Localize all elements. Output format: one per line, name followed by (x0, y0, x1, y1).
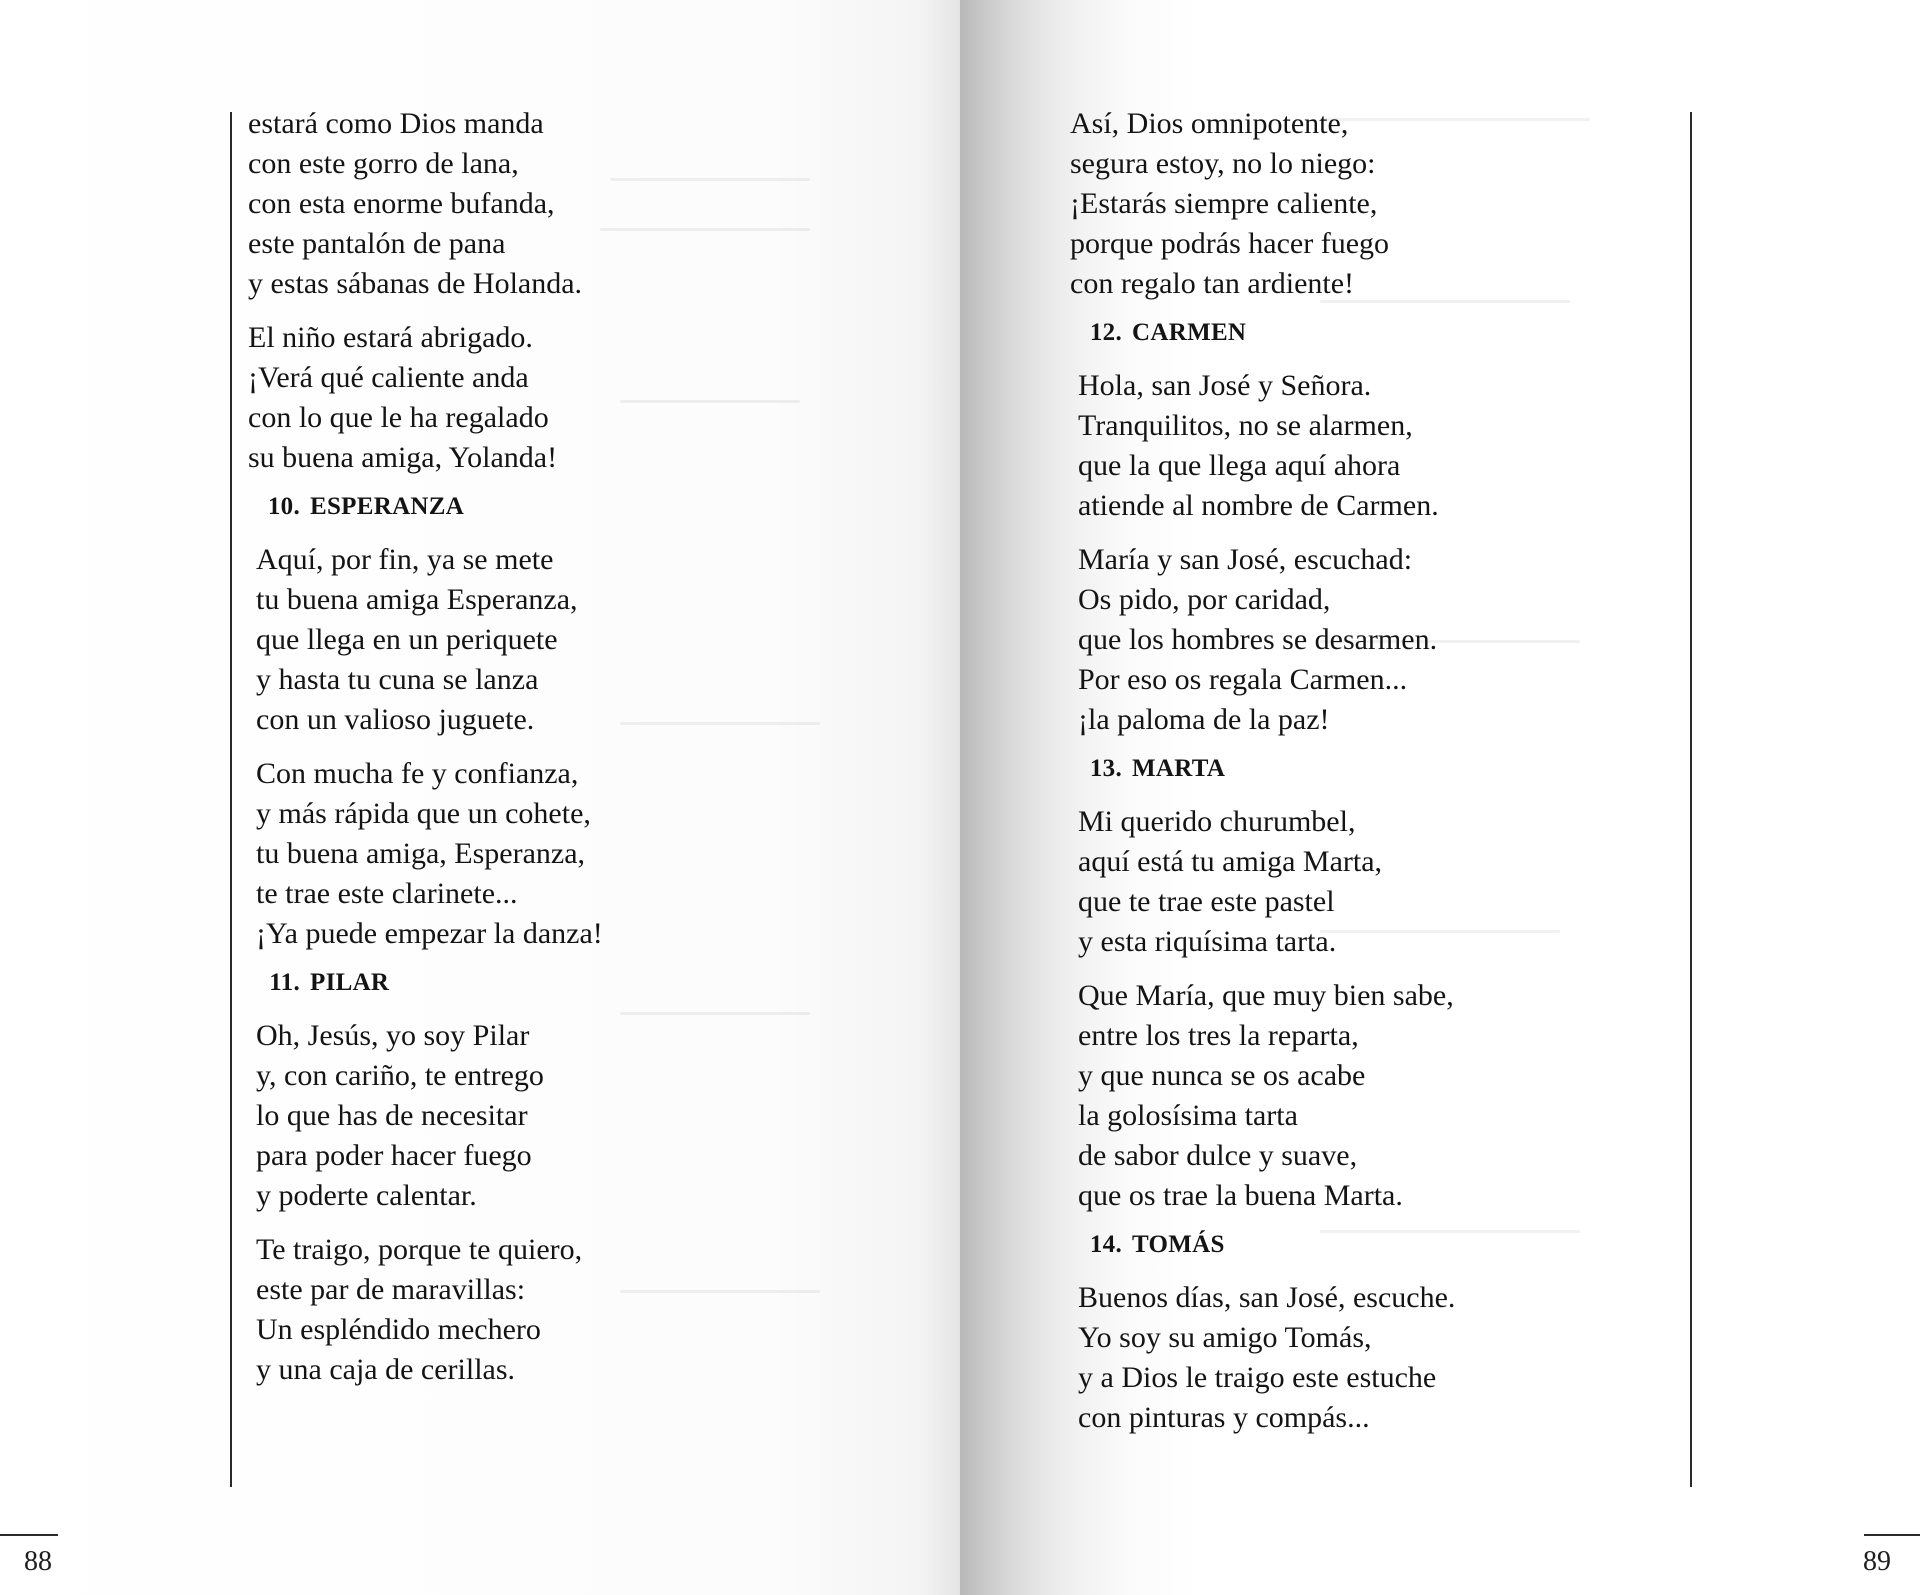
verse-line: aquí está tu amiga Marta, (1078, 845, 1383, 878)
recitation-heading (1070, 318, 1510, 348)
right-footer-rule (1864, 1534, 1920, 1536)
verse-line: que te trae este pastel (1078, 885, 1335, 918)
verse-line: Oh, Jesús, yo soy Pilar (256, 1019, 530, 1052)
verse-line: ¡Estarás siempre caliente, (1070, 187, 1378, 220)
verse-line: y estas sábanas de Holanda. (248, 267, 583, 300)
speaker-name: ESPERANZA (310, 493, 465, 520)
page-number-left: 88 (24, 1546, 52, 1577)
verse-line: estará como Dios manda (248, 107, 544, 140)
recitation-heading (1070, 754, 1510, 784)
stanza (248, 104, 688, 304)
verse-line: con esta enorme bufanda, (248, 187, 555, 220)
recitation-heading (248, 492, 688, 522)
verse-line: y hasta tu cuna se lanza (256, 663, 539, 696)
verse-line: que los hombres se desarmen. (1078, 623, 1438, 656)
verse-line: con regalo tan ardiente! (1070, 267, 1355, 300)
verse-line: Aquí, por fin, ya se mete (256, 543, 554, 576)
recitation-number: 14. (1089, 1231, 1122, 1258)
speaker-name: PILAR (310, 969, 390, 996)
verse-line: Buenos días, san José, escuche. (1078, 1281, 1456, 1314)
left-text-column (248, 104, 688, 1404)
right-margin-rule (1690, 112, 1692, 1487)
recitation-number: 13. (1089, 755, 1122, 782)
verse-line: con lo que le ha regalado (248, 401, 549, 434)
verse-line: Te traigo, porque te quiero, (256, 1233, 583, 1266)
verse-line: El niño estará abrigado. (248, 321, 533, 354)
verse-line: Por eso os regala Carmen... (1078, 663, 1408, 696)
verse-line: tu buena amiga, Esperanza, (256, 837, 586, 870)
recitation-number: 10. (267, 493, 300, 520)
verse-line: este pantalón de pana (248, 227, 506, 260)
stanza (248, 318, 688, 478)
stanza (1070, 540, 1510, 740)
recitation-heading (248, 968, 688, 998)
verse-line: con un valioso juguete. (256, 703, 535, 736)
recitation-number: 11. (269, 969, 300, 996)
verse-line: su buena amiga, Yolanda! (248, 441, 558, 474)
verse-line: Un espléndido mechero (256, 1313, 541, 1346)
recitation-number: 12. (1089, 319, 1122, 346)
stanza (248, 1016, 688, 1216)
verse-line: este par de maravillas: (256, 1273, 526, 1306)
verse-line: con pinturas y compás... (1078, 1401, 1370, 1434)
verse-line: que la que llega aquí ahora (1078, 449, 1401, 482)
verse-line: lo que has de necesitar (256, 1099, 528, 1132)
verse-line: entre los tres la reparta, (1078, 1019, 1359, 1052)
verse-line: la golosísima tarta (1078, 1099, 1298, 1132)
verse-line: ¡Verá qué caliente anda (248, 361, 529, 394)
stanza (1070, 802, 1510, 962)
verse-line: para poder hacer fuego (256, 1139, 532, 1172)
verse-line: y poderte calentar. (256, 1179, 477, 1212)
verse-line: atiende al nombre de Carmen. (1078, 489, 1439, 522)
verse-line: ¡la paloma de la paz! (1078, 703, 1330, 736)
stanza (1070, 976, 1510, 1216)
verse-line: te trae este clarinete... (256, 877, 518, 910)
verse-line: y esta riquísima tarta. (1078, 925, 1337, 958)
verse-line: tu buena amiga Esperanza, (256, 583, 578, 616)
right-page (960, 0, 1920, 1595)
verse-line: y, con cariño, te entrego (256, 1059, 544, 1092)
verse-line: y que nunca se os acabe (1078, 1059, 1366, 1092)
verse-line: ¡Ya puede empezar la danza! (256, 917, 603, 950)
verse-line: Así, Dios omnipotente, (1070, 107, 1349, 140)
verse-line: Yo soy su amigo Tomás, (1078, 1321, 1372, 1354)
right-text-column (1070, 104, 1510, 1452)
speaker-name: TOMÁS (1132, 1231, 1225, 1258)
verse-line: Hola, san José y Señora. (1078, 369, 1372, 402)
speaker-name: MARTA (1132, 755, 1226, 782)
verse-line: Con mucha fe y confianza, (256, 757, 579, 790)
verse-line: con este gorro de lana, (248, 147, 519, 180)
left-margin-rule (230, 112, 232, 1487)
left-footer-rule (0, 1534, 58, 1536)
verse-line: segura estoy, no lo niego: (1070, 147, 1376, 180)
verse-line: Tranquilitos, no se alarmen, (1078, 409, 1413, 442)
stanza (1070, 1278, 1510, 1438)
speaker-name: CARMEN (1132, 319, 1247, 346)
verse-line: María y san José, escuchad: (1078, 543, 1413, 576)
verse-line: de sabor dulce y suave, (1078, 1139, 1358, 1172)
page-number-right: 89 (1863, 1546, 1891, 1577)
stanza (1070, 104, 1510, 304)
verse-line: que llega en un periquete (256, 623, 558, 656)
verse-line: Mi querido churumbel, (1078, 805, 1356, 838)
stanza (248, 1230, 688, 1390)
verse-line: y más rápida que un cohete, (256, 797, 591, 830)
verse-line: Que María, que muy bien sabe, (1078, 979, 1454, 1012)
verse-line: y una caja de cerillas. (256, 1353, 516, 1386)
stanza (248, 754, 688, 954)
verse-line: que os trae la buena Marta. (1078, 1179, 1403, 1212)
verse-line: porque podrás hacer fuego (1070, 227, 1390, 260)
stanza (1070, 366, 1510, 526)
recitation-heading (1070, 1230, 1510, 1260)
verse-line: Os pido, por caridad, (1078, 583, 1331, 616)
stanza (248, 540, 688, 740)
verse-line: y a Dios le traigo este estuche (1078, 1361, 1437, 1394)
